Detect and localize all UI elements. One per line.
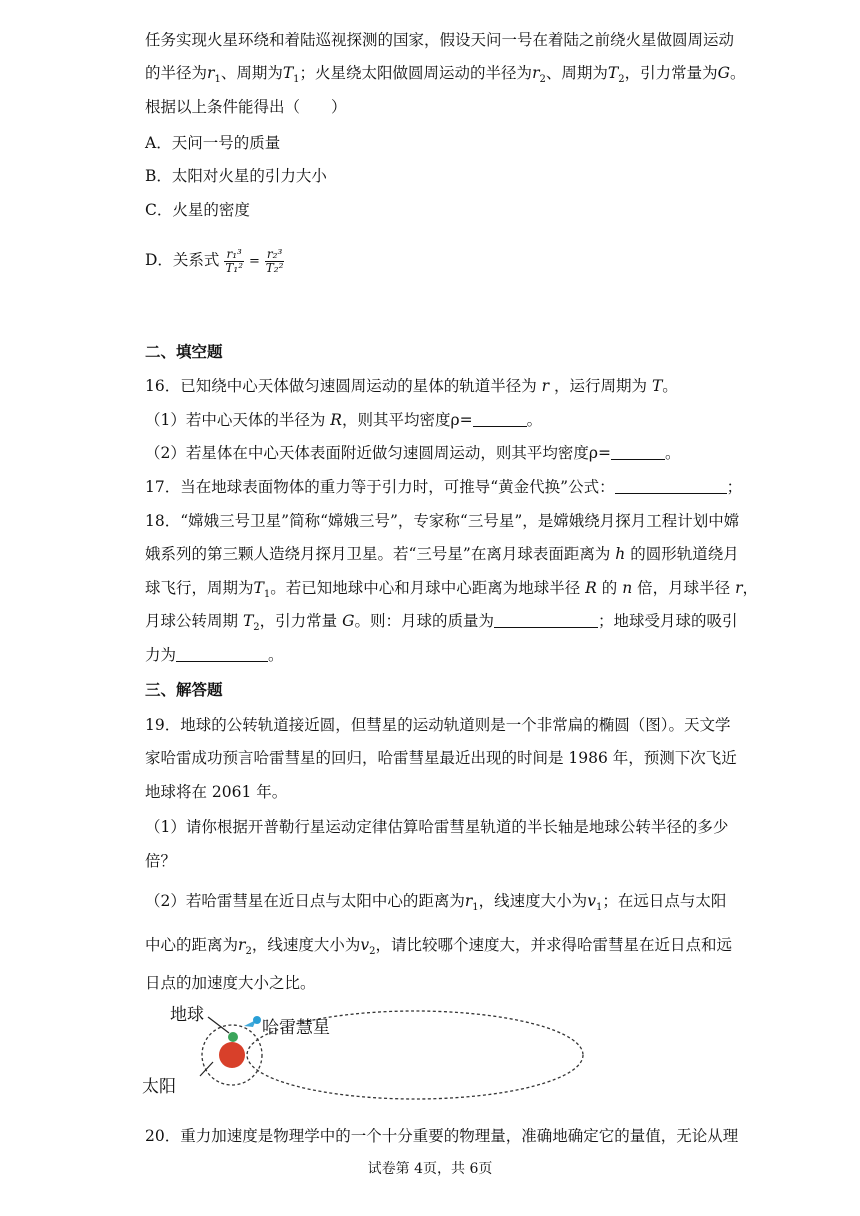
q15-option-b: B．太阳对火星的引力大小 bbox=[145, 167, 327, 185]
section-fill-in: 二、填空题 bbox=[145, 342, 223, 361]
section-answer: 三、解答题 bbox=[145, 680, 223, 699]
q19-line1: 19．地球的公转轨道接近圆，但彗星的运动轨道则是一个非常扁的椭圆（图）。天文学 bbox=[145, 716, 731, 734]
q15-line3: 根据以上条件能得出（ ） bbox=[145, 98, 347, 116]
q18-line4: 月球公转周期 $T_2$，引力常量 G。则：月球的质量为 ；地球受月球的吸引 bbox=[145, 612, 738, 634]
q15-line2: 的半径为$r_1$、周期为$T_1$；火星绕太阳做圆周运动的半径为$r_2$、周期为$T_2$，引力常量为G。 bbox=[145, 64, 746, 86]
q17: 17．当在地球表面物体的重力等于引力时，可推导“黄金代换”公式： ； bbox=[145, 478, 743, 496]
q19-part2-line2: 中心的距离为$r_2$，线速度大小为$v_2$，请比较哪个速度大，并求得哈雷彗星在近日点和远 bbox=[145, 936, 732, 958]
label-earth: 地球 bbox=[170, 1005, 204, 1025]
answer-blank[interactable] bbox=[176, 647, 268, 662]
answer-blank[interactable] bbox=[615, 479, 727, 494]
q16-part1: （1）若中心天体的半径为 R，则其平均密度ρ= 。 bbox=[145, 411, 543, 429]
halley-orbit-diagram bbox=[140, 1000, 600, 1120]
q16-part2: （2）若星体在中心天体表面附近做匀速圆周运动，则其平均密度ρ= 。 bbox=[145, 444, 681, 462]
q19-part2-line3: 日点的加速度大小之比。 bbox=[145, 974, 316, 992]
q18-line3: 球飞行，周期为$T_1$。若已知地球中心和月球中心距离为地球半径 R 的 n 倍，月球半径 r， bbox=[145, 579, 759, 601]
sun-icon bbox=[219, 1042, 245, 1068]
q19-line3: 地球将在 2061 年。 bbox=[145, 783, 288, 801]
q15-option-a: A．天问一号的质量 bbox=[145, 134, 281, 152]
comet-icon bbox=[244, 1016, 261, 1027]
answer-blank[interactable] bbox=[494, 613, 598, 628]
page-footer: 试卷第 4页，共 6页 bbox=[367, 1161, 493, 1177]
label-comet: 哈雷慧星 bbox=[262, 1018, 330, 1038]
q18-line1: 18．“嫦娥三号卫星”简称“嫦娥三号”，专家称“三号星”，是嫦娥绕月探月工程计划中嫦 bbox=[145, 512, 740, 530]
sun-pointer bbox=[200, 1062, 213, 1076]
answer-blank[interactable] bbox=[611, 445, 665, 460]
q16-stem: 16．已知绕中心天体做匀速圆周运动的星体的轨道半径为 r ，运行周期为 T。 bbox=[145, 377, 678, 395]
earth-pointer bbox=[208, 1017, 229, 1033]
formula-rhs: $\frac{\text{r₂³}}{\text{T₂²}}$ bbox=[265, 246, 284, 275]
earth-icon bbox=[228, 1032, 238, 1042]
q18-line2: 娥系列的第三颗人造绕月探月卫星。若“三号星”在离月球表面距离为 h 的圆形轨道绕月 bbox=[145, 545, 739, 563]
q18-line5: 力为 。 bbox=[145, 646, 284, 664]
label-sun: 太阳 bbox=[142, 1077, 176, 1097]
q19-part2-line1: （2）若哈雷彗星在近日点与太阳中心的距离为$r_1$，线速度大小为$v_1$；在远日点与太阳 bbox=[145, 892, 727, 914]
q19-part1-line2: 倍？ bbox=[145, 852, 177, 870]
q19-line2: 家哈雷成功预言哈雷彗星的回归，哈雷彗星最近出现的时间是 1986 年，预测下次飞近 bbox=[145, 749, 737, 767]
q15-option-c: C．火星的密度 bbox=[145, 201, 250, 219]
answer-blank[interactable] bbox=[473, 412, 527, 427]
q20-line1: 20．重力加速度是物理学中的一个十分重要的物理量，准确地确定它的量值，无论从理 bbox=[145, 1127, 739, 1145]
q19-part1-line1: （1）请你根据开普勒行星运动定律估算哈雷彗星轨道的半长轴是地球公转半径的多少 bbox=[145, 818, 729, 836]
q15-line1: 任务实现火星环绕和着陆巡视探测的国家，假设天问一号在着陆之前绕火星做圆周运动 bbox=[145, 31, 735, 49]
q15-option-d: D．关系式 $\frac{\text{r₁³}}{\text{T₁²}}$ = $\frac{\text{r₂³}}{\text{T₂²}}$ bbox=[145, 246, 284, 275]
formula-lhs: $\frac{\text{r₁³}}{\text{T₁²}}$ bbox=[225, 246, 243, 275]
